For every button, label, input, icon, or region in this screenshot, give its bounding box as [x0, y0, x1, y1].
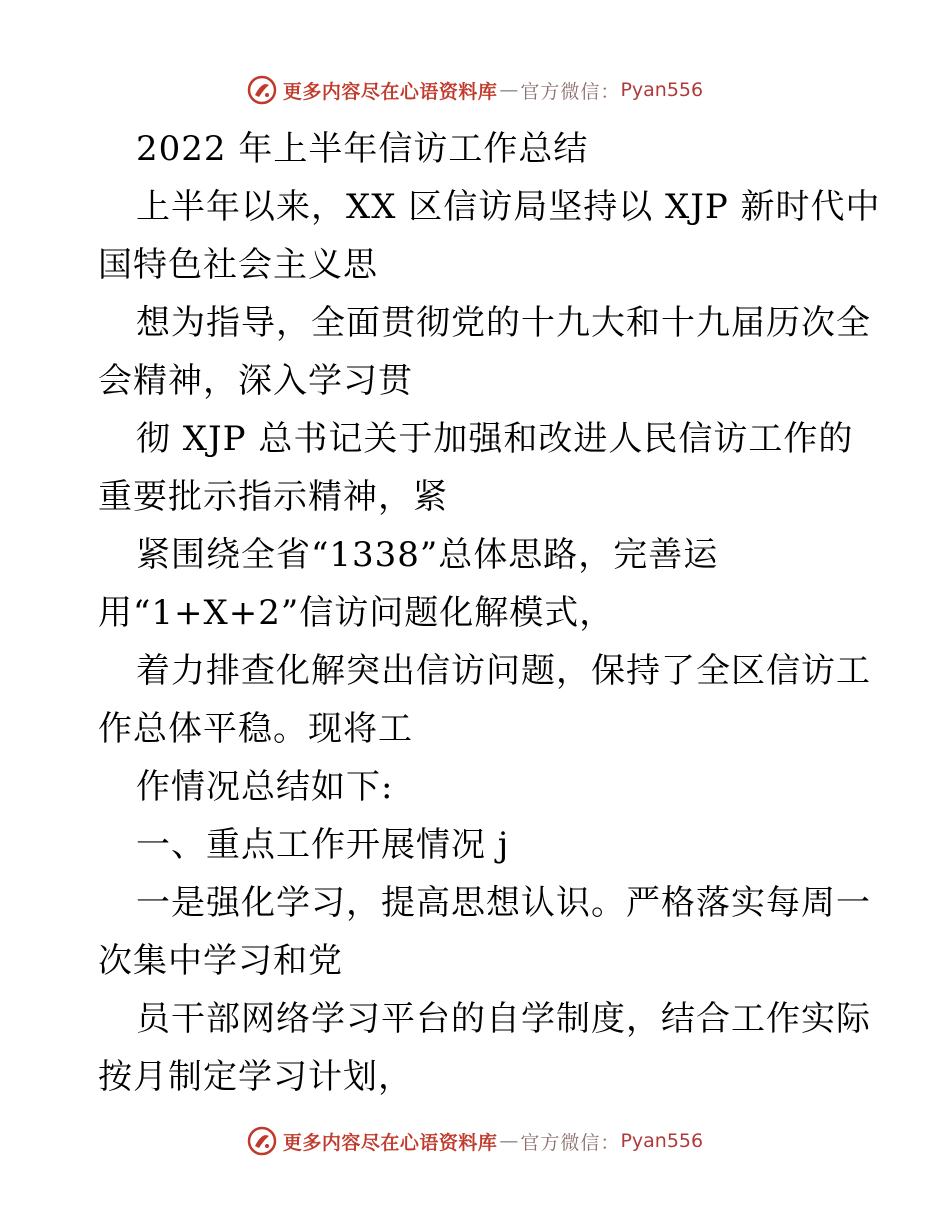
watermark-wechat-id: Pyan556 [620, 79, 704, 101]
header-watermark [0, 70, 950, 110]
text-line: 紧围绕全省“1338”总体思路，完善运 [136, 535, 719, 575]
text-line: 用“1+X+2”信访问题化解模式， [98, 593, 615, 633]
text-line: 重要批示指示精神，紧 [98, 477, 448, 517]
text-line: 彻 XJP 总书记关于加强和改进人民信访工作的 [136, 419, 854, 459]
footer-watermark [0, 1121, 950, 1161]
text-line: 一、重点工作开展情况 j [136, 825, 510, 865]
watermark-separator: — [499, 79, 519, 101]
text-line: 按月制定学习计划， [98, 1057, 413, 1097]
document-title: 2022 年上半年信访工作总结 [136, 129, 589, 169]
brand-logo-icon [247, 1126, 277, 1156]
text-line: 想为指导，全面贯彻党的十九大和十九届历次全 [136, 303, 871, 343]
text-line: 会精神，深入学习贯 [98, 361, 413, 401]
brand-logo-icon [247, 75, 277, 105]
watermark-sub-label: 官方微信： [520, 1131, 621, 1154]
watermark-wechat-id: Pyan556 [620, 1130, 704, 1152]
text-line: 作情况总结如下: [136, 767, 394, 807]
text-line: 员干部网络学习平台的自学制度，结合工作实际 [136, 999, 871, 1039]
text-line: 上半年以来，XX 区信访局坚持以 XJP 新时代中 [136, 187, 881, 227]
text-line: 作总体平稳。现将工 [98, 709, 413, 749]
watermark-main-text: 更多内容尽在心语资料库 [282, 1131, 498, 1154]
watermark-main-text: 更多内容尽在心语资料库 [282, 80, 498, 103]
watermark-sub-label: 官方微信： [520, 80, 621, 103]
text-line: 着力排查化解突出信访问题，保持了全区信访工 [136, 651, 871, 691]
text-line: 一是强化学习，提高思想认识。严格落实每周一 [136, 883, 871, 923]
text-line: 次集中学习和党 [98, 941, 343, 981]
text-line: 国特色社会主义思 [98, 245, 378, 285]
watermark-separator: — [499, 1130, 519, 1152]
document-body [98, 120, 881, 1106]
